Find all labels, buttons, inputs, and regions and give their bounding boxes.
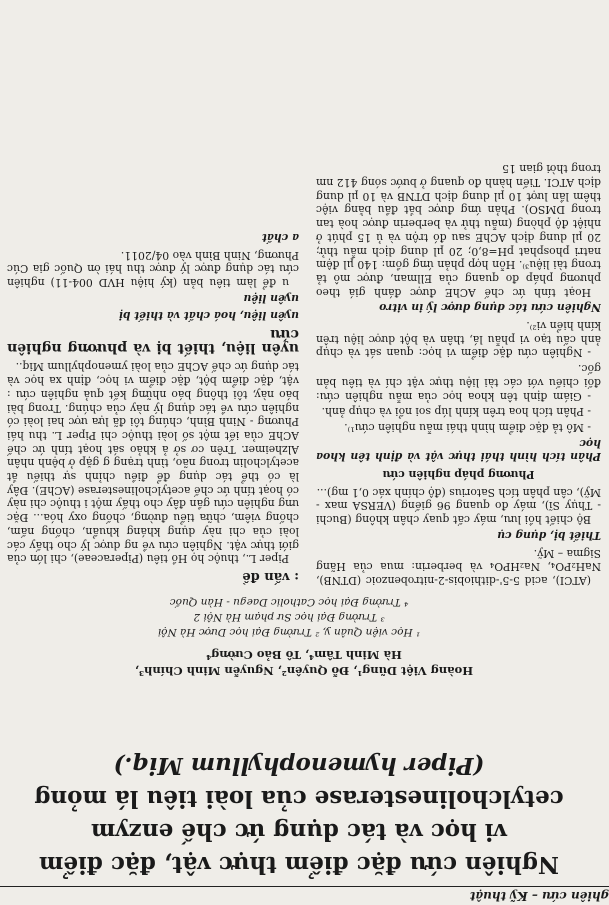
heading-materials: uyên liệu <box>243 291 299 305</box>
heading-botany: Phân tích hình thái thực vật và định tên khoa học <box>316 436 601 464</box>
heading-materials-chemicals: uyên liệu, hoá chất và thiết bị <box>118 309 299 323</box>
paragraph-microscopy: - Nghiên cứu đặc điểm vi học: quan sát và chụp ảnh cấu tạo vi phẫu lá, thân và bột dược liệu trên kính hiển vi²⁾. <box>316 319 601 360</box>
heading-in-vitro: Nghiên cứu tác dụng dược lý in vitro <box>379 301 601 315</box>
authors-line-1: Hoàng Việt Dũng¹, Đỗ Quyên², Nguyễn Minh Chính³, <box>134 664 474 678</box>
authors-line-2: Hà Minh Tâm⁴, Tô Bảo Cường⁴ <box>206 648 402 662</box>
paragraph-identification: - Giám định tên khoa học của mẫu nghiên cứu: đối chiếu với các tài liệu thực vật chí và tiêu bản gốc. <box>316 362 601 403</box>
title-line-1: Nghiên cứu đặc điểm thực vật, đặc điểm <box>39 851 559 878</box>
header-rule <box>0 886 609 887</box>
running-head: ghiên cứu – Kỹ thuật <box>469 889 609 903</box>
affiliation-2: ³ Trường Đại học Sư phạm Hà Nội 2 <box>193 611 385 623</box>
paragraph-reagents: (ATCI), acid 5-5'-dithiobis-2-nitrobenzoic (DTNB), NaH₂PO₄, Na₂HPO₄ và berberin: mua của Hãng Sigma – Mỹ. <box>316 546 601 587</box>
paragraph-materials: u để làm tiêu bản (ký hiệu HVD 004-11) nghiên cứu tác dụng được lý được thu hái ờn Quốc gia Cúc Phương, Ninh Bình vào 04/2011. <box>7 248 299 289</box>
column-left-original <box>7 2 299 587</box>
paragraph-morphology: - Mô tả đặc điểm hình thái mẫu nghiên cứu¹⁾. <box>344 420 591 434</box>
affiliation-3: ⁴ Trường Đại học Catholic Daegu - Hàn Quốc <box>169 596 409 608</box>
column-right-original <box>316 2 601 587</box>
heading-equipment: Thiết bị, dụng cụ <box>497 528 601 542</box>
heading-materials-methods: uyên liệu, thiết bị và phương nghiên cứu <box>7 326 299 356</box>
heading-chemicals: a chất <box>261 230 299 244</box>
heading-methods: Phương pháp nghiên cứu <box>382 468 535 482</box>
paragraph-equipment: Bộ chiết hồi lưu, máy cất quay chân không (Buchi - Thụy Sĩ), máy đo quang 96 giếng (VERSA max - Mỹ), cân phân tích Satorius (độ chính xác 0,1 mg)... <box>316 485 601 527</box>
paragraph-introduction: Piper L., thuộc họ Hồ tiêu (Piperaceae), chi lớn của giới thực vật. Nghiên cứu về ng dược lý cho thấy các loài của chi này dụng kháng khuẩn, chống nấm, chống viêm, chữa tiểu đường, chống oxy hóa... Đặc ưng nghiên cứu gần đây cho thấy một i thuộc chi này có hoạt tính ức chế acetylcholinesterase (AChE). Đây là có thể tác dụng để điều chỉnh sự thiếu ắt acetylcholin trong não, tình trạng g gặp ở bệnh nhân Alzheimer. Trên cơ sở ả khảo sát hoạt tính ức chế AChE của iết một số loài thuộc chi Piper L. thu hái Phương - Ninh Bình, chúng tôi đã lựa ược hai loài có nghiên cứu về tác dụng lý này của chúng. Trong bài báo này, tôi thông báo những kết quả nghiên cứu : vật, đặc điểm bột, đặc điểm vi học, định xa học và tác dụng ức chế AChE của loài ymenophyllum Miq.. <box>7 360 299 566</box>
author-list <box>19 647 589 679</box>
title-line-3: cetylcholinesterase của loài tiêu lá mỏng <box>34 785 564 812</box>
affiliation-1: ¹ Học viện Quân y, ² Trường Đại học Dược Hà Nội <box>157 626 421 638</box>
affiliations <box>29 594 549 639</box>
paragraph-ellman-method: Hoạt tính ức chế AChE được đánh giá theo phương pháp đo quang của Ellman, được mô tả trong tài liệu³⁾. Hỗn hợp phản ứng gồm: 140 µl đệm natri phosphat pH=8,0; 20 µl dung dịch mẫu thử; 20 µl dung dịch AChE sau đó trộn và ủ 15 phút ở nhiệt độ phòng (mẫu thử và berberin được hoà tan trong DMSO). Phản ứng được bắt đầu bằng việc thêm lần lượt 10 µl dung dịch DTNB và 10 µl dung dịch ATCI. Tiến hành đo quang ở bước sóng 412 nm trong thời gian 15 <box>316 162 601 299</box>
article-title <box>9 749 589 881</box>
heading-introduction: : vấn đề <box>242 569 299 584</box>
title-line-4: (Piper hymenophyllum Miq.) <box>113 752 485 779</box>
title-line-2: vi học và tác dụng ức chế enzym <box>91 818 507 845</box>
paragraph-flower-analysis: - Phân tích hoa trên kính lúp soi nổi và chụp ảnh. <box>321 405 591 419</box>
